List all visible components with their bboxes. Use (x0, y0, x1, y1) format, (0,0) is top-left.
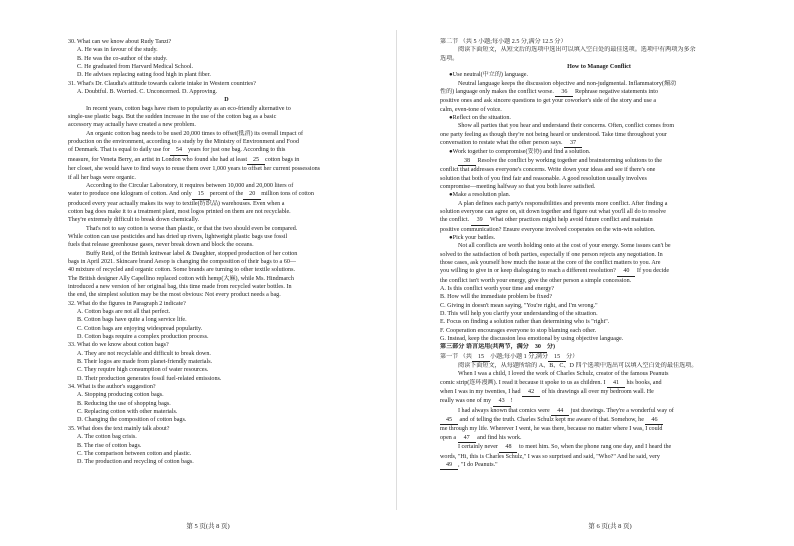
text-line: 阅读下面短文，从短文后的选项中选出可以填入空白处的最佳选项。选项中有两项为多余 (458, 47, 696, 54)
text-line: the end, the simplest solution may be the most obvious: Not every product needs a bag. (68, 292, 281, 299)
text-line: C. Giving in doesn't mean saying, "You're right, and I'm wrong." (440, 302, 598, 309)
answer-blank: 42 (522, 388, 540, 397)
text-line: B. The rise of cotton bags. (77, 442, 142, 449)
text-line: B. He was the co-author of the study. (77, 55, 168, 62)
text-line: C. He graduated from Harvard Medical School. (77, 64, 194, 71)
text-line: D. This will help you clarify your understanding of the situation. (440, 311, 598, 317)
answer-blank: 30 (529, 343, 547, 352)
text-line: A plan defines each party's responsibilities and prevents more conflict. After finding a (458, 200, 668, 207)
page-footer-right: 第 6 页(共 8 页) (588, 523, 632, 530)
page-footer-left: 第 5 页(共 8 页) (186, 523, 230, 530)
text-line: C. Cotton bags are enjoying widespread popularity. (77, 325, 203, 332)
text-line: F. Cooperation encourages everyone to stop blaming each other. (440, 327, 597, 334)
text-line: D. Their production generates fossil fuel-related emissions. (77, 375, 222, 382)
text-line: 选项。 (440, 55, 459, 62)
text-line: ●Work together to compromise(妥协) and find a solution. (449, 149, 591, 156)
text-line: the conflict. 39 What other practices might help avoid future conflict and maintain (440, 216, 758, 225)
text-line: B. Their logos are made from planet-friendly materials. (77, 359, 213, 366)
answer-blank: 48 (499, 443, 517, 452)
text-line: positive ones and ask sincere questions to get your coworker's side of the story and use a (440, 98, 657, 105)
answer-blank: 44 (551, 407, 569, 416)
text-line: 30. What can we know about Rudy Tanzi? (68, 39, 172, 45)
text-line: water to produce one kilogram of cotton. And only 15 percent of the 20 million tons of cotton (68, 190, 385, 199)
text-line: words, "Hi, this is Charles Schulz," I was so surprised and said, "Who?" And he said, very (440, 453, 660, 460)
text-line: production on the environment, according to a study by the Ministry of Environment and Food (68, 139, 300, 146)
text-line: ●Make a resolution plan. (449, 192, 511, 199)
text-line: While cotton can use pesticides and has dried up rivers, lightweight plastic bags use fossil (68, 233, 288, 240)
text-line: I had always known that comics were 44 just drawings. They're a wonderful way of (440, 407, 758, 416)
text-line: 31. What's Dr. Claudia's attitude towards calorie intake in Western countries? (68, 80, 256, 87)
text-line: calm, even-tone of voice. (440, 106, 502, 113)
text-line: Buffy Reid, of the British knitwear label & Daughter, stopped production of her cotton (86, 250, 298, 257)
text-line: B. Cotton bags have quite a long service life. (77, 317, 187, 324)
text-line: A. Stopping producing cotton bags. (77, 392, 164, 399)
answer-blank: 41 (607, 379, 625, 388)
text-line: D. The production and recycling of cotton bags. (77, 459, 194, 466)
text-line: 45 and of telling the truth. Charles Schulz kept me aware of that. Somehow, he 46 (440, 416, 758, 425)
answer-blank: 46 (645, 416, 663, 425)
answer-blank: 45 (440, 416, 458, 425)
answer-blank: 15 (472, 353, 490, 362)
text-line: 40 mixture of recycled and organic cotton. Some brands are turning to other textile solutions. (68, 267, 295, 274)
text-line: They're extremely difficult to break down chemically. (68, 217, 200, 224)
text-line: compromise—meeting halfway so that you both leave satisfied. (440, 183, 596, 190)
text-line: 第二节 （共 5 小题;每小题 2.5 分,满分 12.5 分） (440, 39, 567, 45)
text-line: positive communication? Ensure everyone involved cooperates on the win-win solution. (440, 226, 656, 233)
text-line: ●Use neutral(中立的) language. (449, 72, 528, 79)
text-line: A. The cotton bag crisis. (77, 434, 137, 441)
answer-blank: 36 (555, 88, 573, 97)
text-line: When I was a child, I loved the work of Charles Schulz, creator of the famous Peanuts (458, 371, 669, 378)
answer-blank: 15 (192, 190, 210, 199)
answer-blank: 43 (493, 397, 511, 406)
text-line: I certainly never 48 to meet him. So, when the phone rang one day, and I heard the (440, 443, 758, 452)
text-line: measure, for Veneta Berry, an artist in London who found she had at least 25 cotton bags in (68, 156, 385, 165)
text-line: single-use plastic bags. But the sudden increase in the use of the cotton bag as a basic (68, 114, 277, 121)
text-line: if all her bags were organic. (68, 174, 136, 181)
text-line: B. Reducing the use of shopping bags. (77, 400, 171, 407)
text-line: 34. What is the author's suggestion? (68, 384, 156, 391)
answer-blank: 20 (243, 190, 261, 199)
text-line: her closet, she would have to find ways to reuse them over 1,000 years to offset her current possessions (68, 166, 321, 173)
text-line: those cases, ask yourself how much the issue at the core of the conflict matters to you. Are (440, 259, 661, 266)
text-line: open a 47 and find his work. (440, 434, 758, 443)
text-line: 49 , "I do Peanuts." (440, 461, 758, 470)
text-line: According to the Circular Laboratory, it requires between 10,000 and 20,000 liters of (86, 182, 294, 189)
text-line: C. The comparison between cotton and plastic. (77, 450, 192, 457)
text-line: D (224, 97, 229, 104)
text-line: A. He was in favour of the study. (77, 47, 158, 54)
text-line: An organic cotton bag needs to be used 20,000 times to offset(抵消) its overall impact of (86, 130, 304, 137)
text-line: 38 Resolve the conflict by working together and brainstorming solutions to the (440, 157, 758, 166)
text-line: In recent years, cotton bags have risen to popularity as an eco-friendly alternative to (86, 105, 291, 112)
text-line: D. He advises replacing eating food high in plant fiber. (77, 72, 211, 79)
text-line: 第一节 （共 15 小题;每小题 1 分,满分 15 分） (440, 353, 758, 362)
text-line: accessory may actually have created a new problem. (68, 122, 196, 129)
right-page (397, 0, 794, 546)
text-line: Show all parties that you hear and understand their concerns. Often, conflict comes from (458, 123, 675, 130)
text-line: me through my life. Wherever I went, he was there, because no matter where I was, I could (440, 426, 663, 433)
text-line: How to Manage Conflict (567, 64, 631, 71)
text-line: ●Pick your battles. (449, 234, 496, 241)
text-line: of Denmark. That is equal to daily use for 54 years for just one bag. According to this (68, 146, 385, 155)
text-line: the conflict isn't worth your energy, give the other person a simple concession. (440, 277, 632, 284)
answer-blank: 15 (548, 353, 566, 362)
text-line: introduced a new version of her original bag, this time made from recycled water bottles. In (68, 283, 292, 290)
text-line: 32. What do the figures in Paragraph 2 indicate? (68, 300, 186, 307)
text-line: solved to the satisfaction of both parties, especially if one person rejects any negotiation. In (440, 251, 663, 258)
answer-blank: 39 (471, 216, 489, 225)
answer-blank: 54 (170, 146, 188, 155)
text-line: solution that both of you find fair and reasonable. A good resolution usually involves (440, 175, 647, 182)
text-line: produced every year actually makes its way to textile(纺织品) warehouses. Even when a (68, 200, 285, 207)
text-line: C. They require high consumption of water resources. (77, 367, 209, 374)
answer-blank: 40 (617, 267, 635, 276)
text-line: D. Changing the composition of cotton bags. (77, 417, 187, 424)
text-line: A. Cotton bags are not all that perfect. (77, 309, 171, 315)
text-line: C. Replacing cotton with other materials. (77, 409, 178, 416)
text-line: A. Is this conflict worth your time and energy? (440, 285, 555, 292)
text-line: comic strip(连环漫画). I read it because it spoke to us as children. I 41 his books, and (440, 379, 758, 388)
text-line: A. Doubtful. B. Worried. C. Unconcerned. D. Approving. (77, 89, 218, 96)
text-line: 第三部分 语言运用(共两节，满分 30 分) (440, 343, 758, 352)
text-line: The British designer Ally Capellino replaced cotton with hemp(大麻), while Ms. Hindmarch (68, 275, 294, 282)
text-line: G. Instead, keep the discussion less emotional by using objective language. (440, 336, 624, 343)
text-line: you willing to give in or keep dialoguing to reach a different resolution? 40 If you decide (440, 267, 758, 276)
text-line: conversation to restate what the other person says. 37 (440, 139, 758, 148)
text-line: Not all conflicts are worth holding onto at the cost of your energy. Some issues can't be (458, 243, 671, 250)
text-line: B. How will the immediate problem be fixed? (440, 294, 553, 301)
text-line: when I was in my twenties, I had 42 of his drawings all over my bedroom wall. He (440, 388, 758, 397)
answer-blank: 25 (247, 156, 265, 165)
text-line: really was one of my 43 ! (440, 397, 758, 406)
text-line: 33. What do we know about cotton bags? (68, 342, 169, 349)
text-line: That's not to say cotton is worse than plastic, or that the two should even be compared. (86, 225, 298, 232)
text-line: E. Focus on finding a solution rather than determining who is "right". (440, 319, 610, 326)
text-line: 性的) language only makes the conflict worse. 36 Rephrase negative statements into (440, 88, 758, 97)
text-line: A. They are not recyclable and difficult to break down. (77, 350, 211, 357)
text-line: ●Reflect on the situation. (449, 115, 511, 122)
text-line: D. Cotton bags require a complex production process. (77, 334, 209, 341)
text-line: solution everyone can agree on, sit down together and figure out what you'll all do to resolve (440, 208, 666, 215)
text-line: 阅读下面短文，从每题所给的 A、B、C、D 四个选项中选出可以填入空白处的最佳选项。 (458, 363, 698, 370)
answer-blank: 38 (458, 157, 476, 166)
text-line: 35. What does the text mainly talk about? (68, 425, 170, 432)
answer-blank: 47 (458, 434, 476, 443)
answer-blank: 37 (564, 139, 582, 148)
text-line: conflict that addresses everyone's concerns. Write down your ideas and see if there's one (440, 167, 656, 174)
text-line: bags in April 2021. Skincare brand Aesop is changing the composition of their bags to a 60— (68, 258, 296, 265)
text-line: fuels that release greenhouse gases, never break down and block the oceans. (68, 242, 254, 249)
answer-blank: 49 (440, 461, 458, 470)
text-line: Neutral language keeps the discussion objective and non-judgmental. Inflammatory(煽动 (458, 80, 677, 87)
text-line: cotton bag does make it to a treatment plant, most logos printed on them are not recyclable. (68, 208, 291, 215)
text-line: one party feeling as though they're not being heard or understood. Take time throughout your (440, 131, 667, 138)
